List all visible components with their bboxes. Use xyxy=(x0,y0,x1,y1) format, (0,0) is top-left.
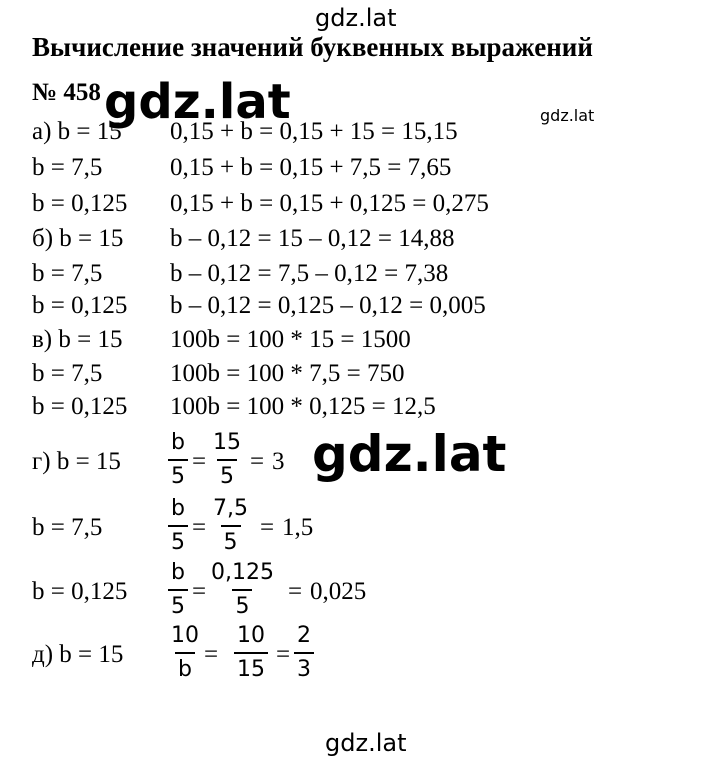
equals-sign: = xyxy=(192,514,207,541)
row-label: b = 7,5 xyxy=(32,360,103,387)
row-expression: b – 0,12 = 15 – 0,12 = 14,88 xyxy=(170,225,455,252)
fraction xyxy=(208,562,277,618)
fraction-denominator: 15 xyxy=(234,652,268,681)
fraction-denominator: b xyxy=(175,652,195,681)
fraction-result: 0,025 xyxy=(310,578,367,605)
equals-sign: = xyxy=(288,578,303,605)
fraction xyxy=(168,498,188,554)
row-label: b = 7,5 xyxy=(32,514,103,541)
fraction xyxy=(294,625,314,681)
fraction xyxy=(168,562,188,618)
watermark-top: gdz.lat xyxy=(315,4,397,32)
row-expression: b – 0,12 = 7,5 – 0,12 = 7,38 xyxy=(170,260,449,287)
row-expression: 0,15 + b = 0,15 + 15 = 15,15 xyxy=(170,118,458,145)
row-label: б) b = 15 xyxy=(32,225,124,252)
fraction-numerator: 7,5 xyxy=(213,496,248,521)
fraction-numerator: b xyxy=(171,430,185,455)
fraction-denominator: 5 xyxy=(221,525,241,554)
fraction-numerator: 15 xyxy=(213,430,241,455)
fraction-numerator: 10 xyxy=(237,623,265,648)
fraction-denominator: 5 xyxy=(168,459,188,488)
fraction xyxy=(168,625,202,681)
fraction-denominator: 5 xyxy=(168,525,188,554)
fraction-numerator: b xyxy=(171,496,185,521)
row-expression: 0,15 + b = 0,15 + 0,125 = 0,275 xyxy=(170,190,489,217)
equals-sign: = xyxy=(276,641,291,668)
fraction-denominator: 5 xyxy=(168,589,188,618)
fraction xyxy=(210,432,244,488)
row-label: b = 7,5 xyxy=(32,260,103,287)
problem-number: № 458 xyxy=(32,79,101,106)
fraction-numerator: b xyxy=(171,560,185,585)
fraction-numerator: 0,125 xyxy=(211,560,274,585)
fraction xyxy=(210,498,251,554)
row-label: д) b = 15 xyxy=(32,641,124,668)
row-expression: 100b = 100 * 7,5 = 750 xyxy=(170,360,405,387)
row-label: в) b = 15 xyxy=(32,326,123,353)
row-label: b = 0,125 xyxy=(32,393,128,420)
watermark-small-right: gdz.lat xyxy=(540,106,595,125)
watermark-large-middle: gdz.lat xyxy=(312,425,507,483)
fraction-denominator: 5 xyxy=(217,459,237,488)
row-expression: 0,15 + b = 0,15 + 7,5 = 7,65 xyxy=(170,154,452,181)
fraction xyxy=(234,625,268,681)
equals-sign: = xyxy=(250,448,265,475)
row-expression: 100b = 100 * 0,125 = 12,5 xyxy=(170,393,436,420)
row-expression: b – 0,12 = 0,125 – 0,12 = 0,005 xyxy=(170,292,486,319)
row-label: г) b = 15 xyxy=(32,448,121,475)
fraction-denominator: 3 xyxy=(294,652,314,681)
watermark-large-upper: gdz.lat xyxy=(104,74,291,130)
fraction-result: 1,5 xyxy=(282,514,314,541)
equals-sign: = xyxy=(260,514,275,541)
equals-sign: = xyxy=(192,578,207,605)
equals-sign: = xyxy=(192,448,207,475)
equals-sign: = xyxy=(204,641,219,668)
fraction-numerator: 10 xyxy=(171,623,199,648)
watermark-bottom: gdz.lat xyxy=(325,729,407,757)
row-label: а) b = 15 xyxy=(32,118,122,145)
row-label: b = 0,125 xyxy=(32,292,128,319)
fraction-denominator: 5 xyxy=(232,589,252,618)
row-label: b = 0,125 xyxy=(32,578,128,605)
fraction-numerator: 2 xyxy=(297,623,311,648)
row-expression: 100b = 100 * 15 = 1500 xyxy=(170,326,411,353)
page-title: Вычисление значений буквенных выражений xyxy=(32,32,593,62)
row-label: b = 0,125 xyxy=(32,190,128,217)
fraction-result: 3 xyxy=(272,448,285,475)
row-label: b = 7,5 xyxy=(32,154,103,181)
fraction xyxy=(168,432,188,488)
